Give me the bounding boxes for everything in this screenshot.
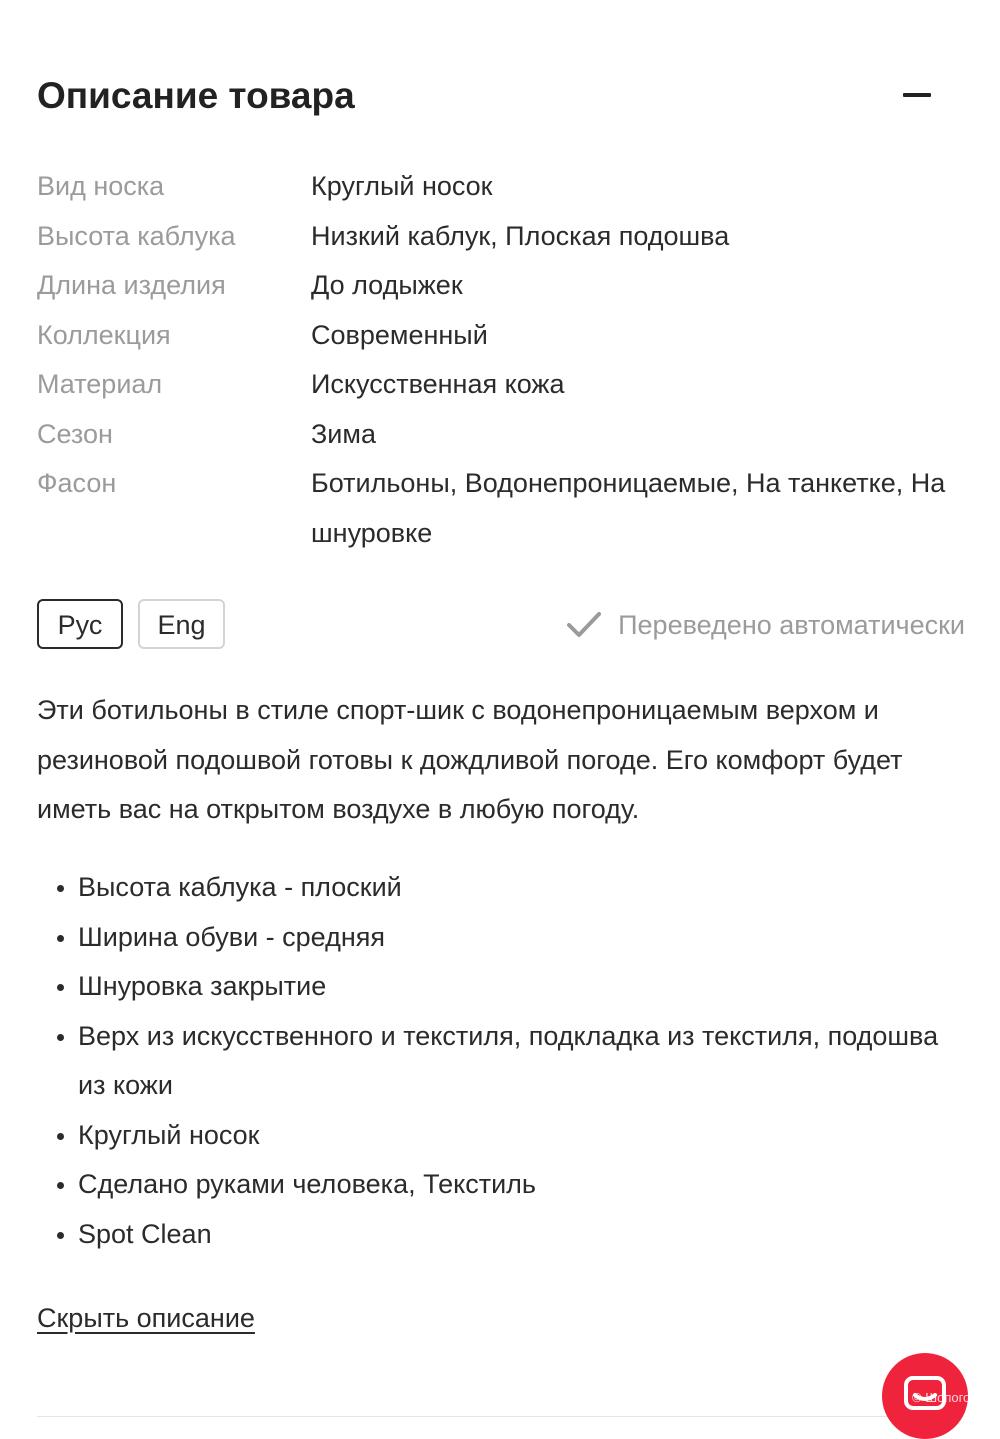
- language-switcher: [37, 599, 965, 653]
- list-item: [37, 863, 962, 913]
- auto-translated-note: [566, 605, 965, 645]
- spec-label: Коллекция: [37, 319, 171, 350]
- bullet-icon: [57, 885, 64, 892]
- spec-value: Ботильоны, Водонепроницаемые, На танкетке, На шнуровке: [311, 468, 946, 548]
- list-item: [37, 1012, 962, 1111]
- spec-row-heel-height: [37, 212, 967, 262]
- bullet-icon: [57, 1034, 64, 1041]
- spec-label: Высота каблука: [37, 220, 236, 251]
- bullet-icon: [57, 935, 64, 942]
- list-item: [37, 1210, 962, 1260]
- spec-row-length: [37, 261, 967, 311]
- description-text: Эти ботильоны в стиле спорт-шик с водонепроницаемым верхом и резиновой подошвой готовы к дождливой погоде. Его комфорт будет иметь вас на открытом воздухе в любую погоду.: [37, 695, 903, 824]
- lang-en-button[interactable]: Eng: [138, 599, 225, 649]
- feature-text: Высота каблука - плоский: [78, 872, 402, 902]
- hide-description-link[interactable]: Скрыть описание: [37, 1303, 255, 1333]
- feature-text: Ширина обуви - средняя: [78, 921, 386, 952]
- spec-row-style: [37, 459, 967, 558]
- specs-table: [37, 162, 967, 558]
- checkmark-icon: [566, 610, 602, 640]
- features-list: [37, 863, 962, 1259]
- minus-icon: [903, 93, 931, 97]
- bullet-icon: [57, 1182, 64, 1189]
- list-item: [37, 1160, 962, 1210]
- spec-label: Сезон: [37, 418, 113, 449]
- list-item: [37, 1111, 962, 1161]
- spec-row-season: [37, 410, 967, 460]
- spec-row-material: [37, 360, 967, 410]
- bullet-icon: [57, 984, 64, 991]
- feature-text: Круглый носок: [78, 1119, 260, 1150]
- divider: [37, 1416, 937, 1417]
- spec-value: Низкий каблук, Плоская подошва: [311, 220, 730, 251]
- spec-value: Современный: [311, 319, 488, 350]
- auto-translated-text: Переведено автоматически: [618, 609, 965, 640]
- section-title: Описание товара: [37, 75, 355, 116]
- spec-value: Круглый носок: [311, 171, 493, 201]
- spec-value: До лодыжек: [311, 270, 463, 300]
- list-item: [37, 962, 962, 1012]
- spec-row-collection: [37, 311, 967, 361]
- spec-label: Длина изделия: [37, 270, 226, 300]
- watermark: © Шопоголик: [912, 1390, 991, 1405]
- description-header: [37, 70, 937, 122]
- feature-text: Spot Clean: [78, 1218, 212, 1249]
- spec-row-toe: [37, 162, 967, 212]
- spec-value: Зима: [311, 418, 376, 449]
- feature-text: Верх из искусственного и текстиля, подкладка из текстиля, подошва из кожи: [78, 1020, 939, 1100]
- spec-value: Искусственная кожа: [311, 369, 565, 399]
- lang-ru-button[interactable]: Рус: [37, 599, 123, 649]
- list-item: [37, 913, 962, 963]
- spec-label: Фасон: [37, 468, 117, 498]
- spec-label: Вид носка: [37, 171, 165, 201]
- spec-label: Материал: [37, 369, 163, 399]
- feature-text: Сделано руками человека, Текстиль: [78, 1169, 536, 1199]
- bullet-icon: [57, 1232, 64, 1239]
- feature-text: Шнуровка закрытие: [78, 971, 327, 1001]
- bullet-icon: [57, 1133, 64, 1140]
- collapse-button[interactable]: [897, 70, 937, 122]
